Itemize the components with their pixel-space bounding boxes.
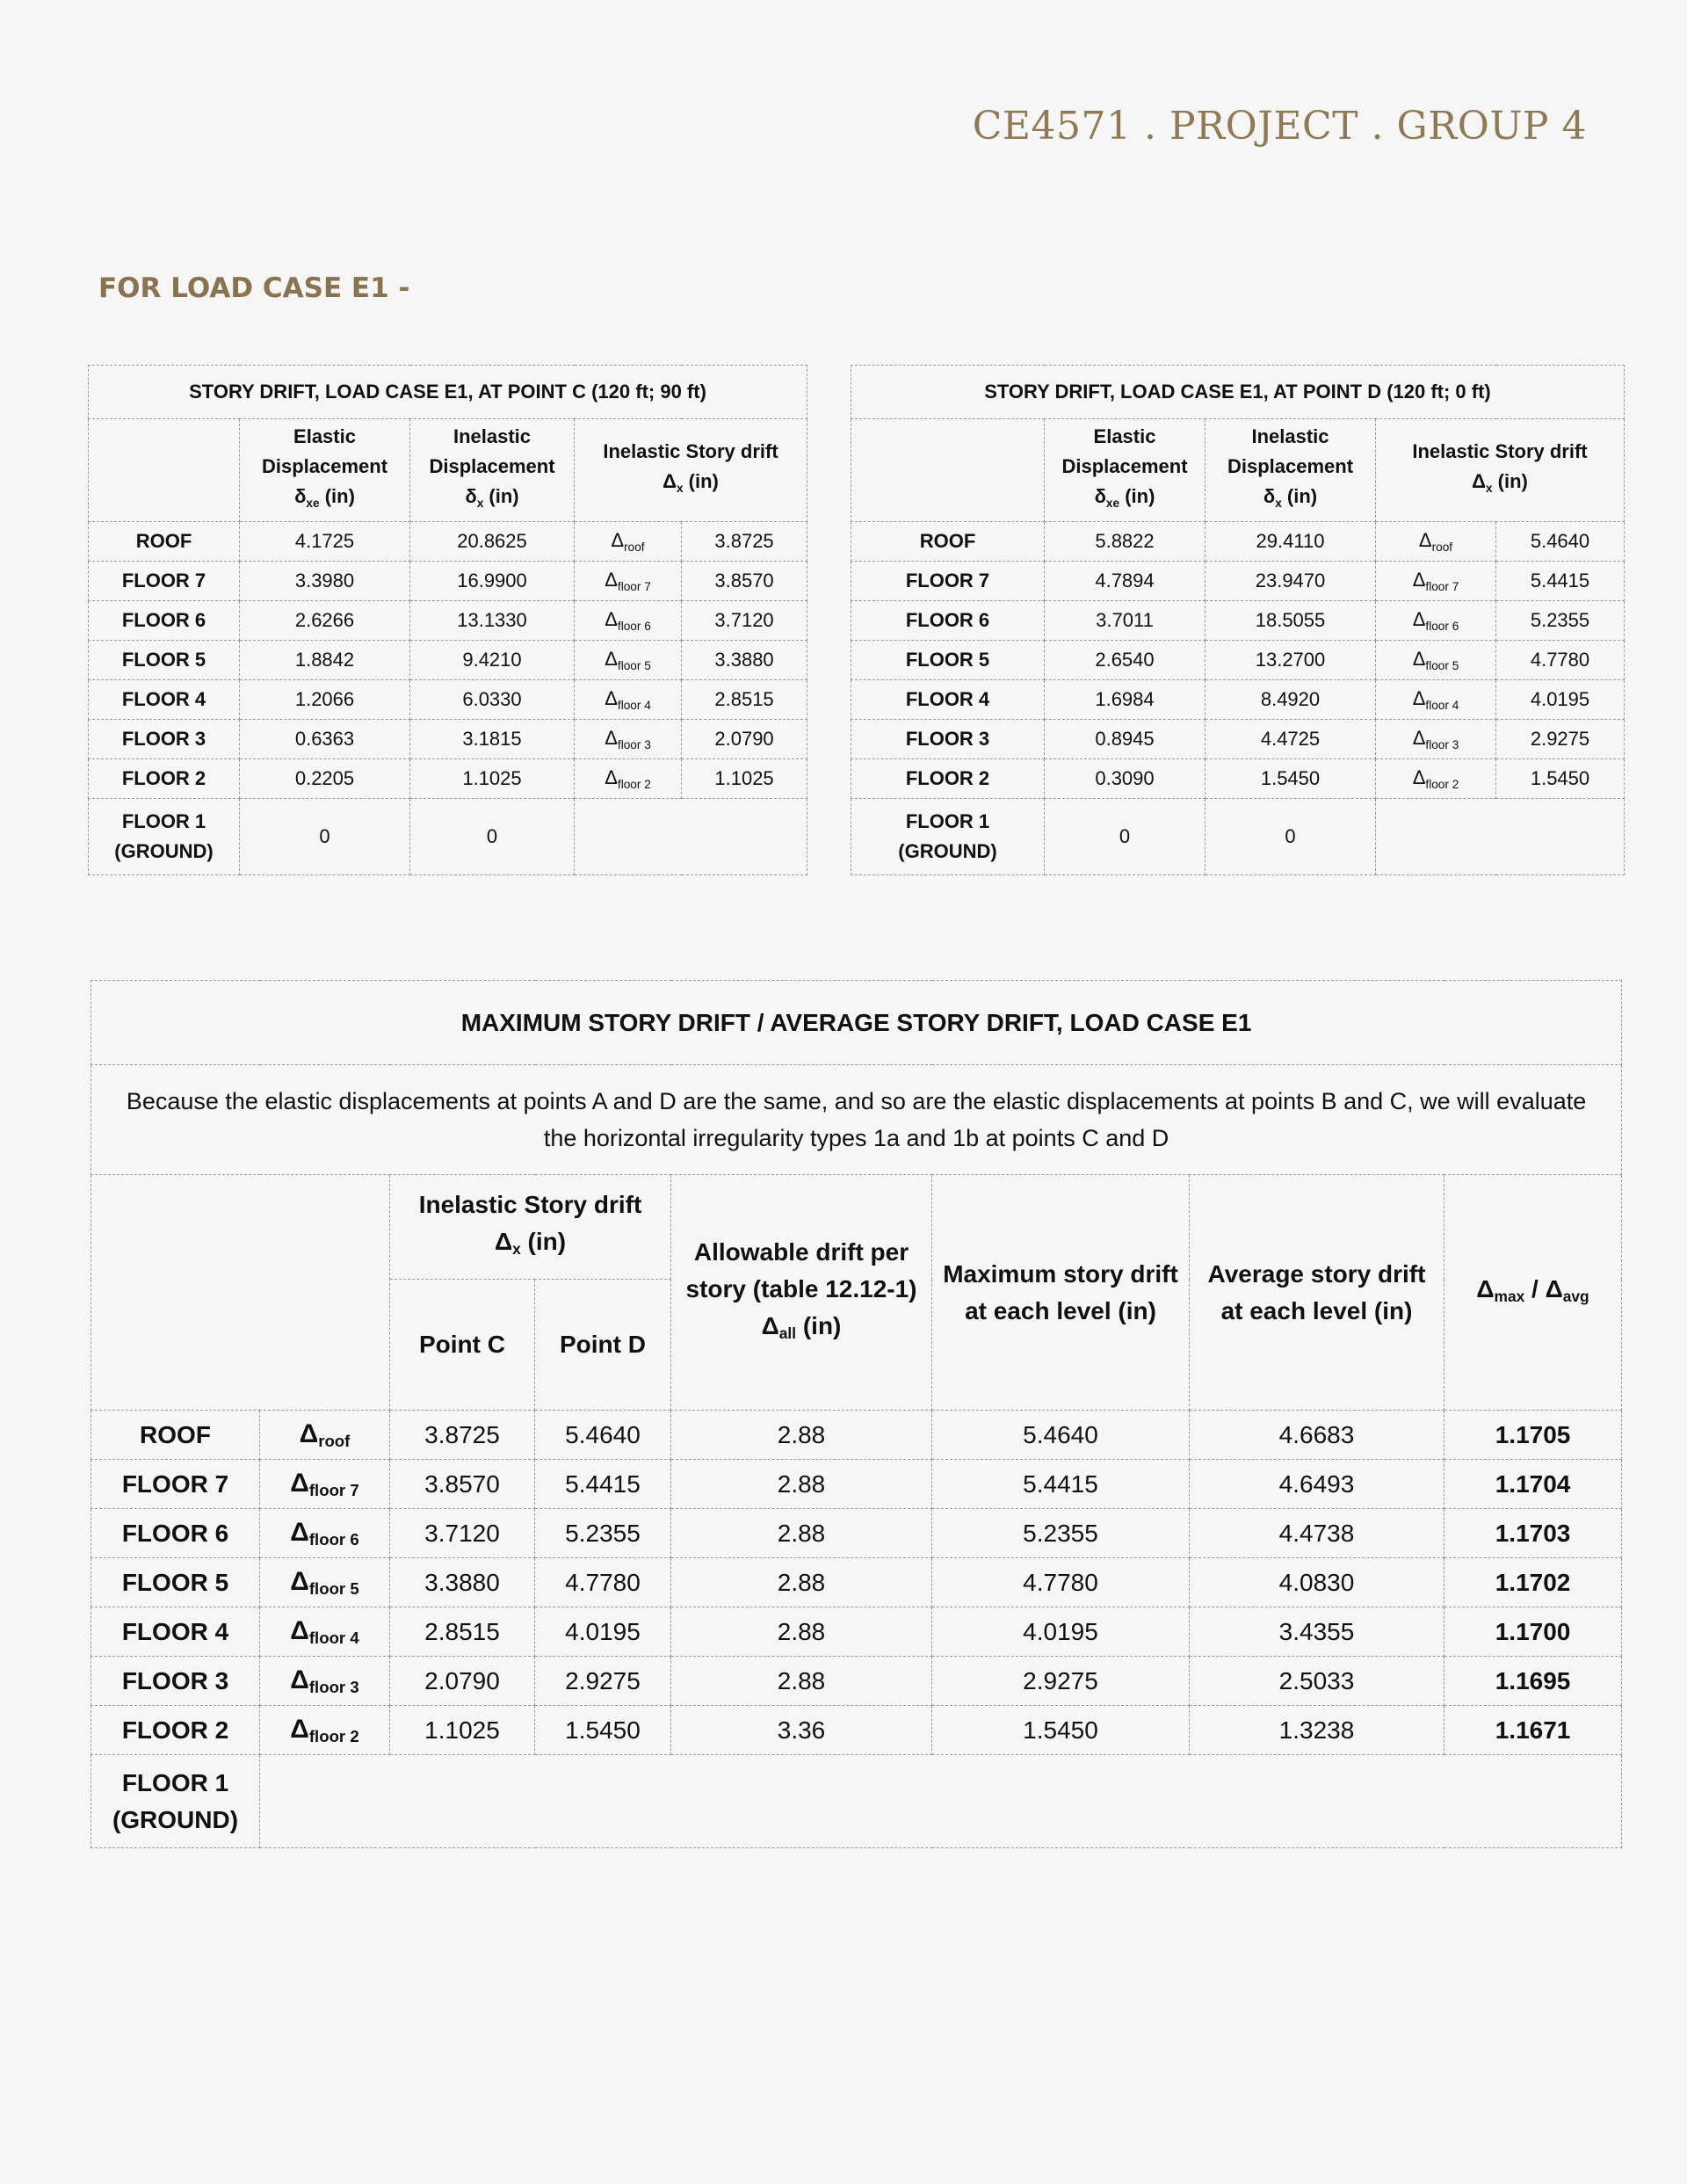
delta-label xyxy=(575,562,682,601)
drift-value: 3.7120 xyxy=(682,601,807,641)
inelastic-value: 6.0330 xyxy=(410,680,575,720)
point-c-value: 3.8570 xyxy=(390,1460,535,1509)
max-drift-value: 2.9275 xyxy=(932,1657,1190,1706)
drift-value: 2.9275 xyxy=(1496,720,1625,759)
delta-subscript: floor 6 xyxy=(308,1529,359,1549)
delta-subscript: floor 4 xyxy=(1425,699,1459,712)
max-drift-value: 1.5450 xyxy=(932,1706,1190,1755)
drift-value: 2.8515 xyxy=(682,680,807,720)
drift-value: 3.8570 xyxy=(682,562,807,601)
table-row xyxy=(91,1558,1622,1607)
delta-label xyxy=(575,522,682,562)
ratio-value: 1.1700 xyxy=(1444,1607,1622,1657)
avg-drift-value: 3.4355 xyxy=(1190,1607,1444,1657)
point-c-header: Point C xyxy=(390,1280,535,1411)
delta-label xyxy=(575,720,682,759)
inelastic-value: 18.5055 xyxy=(1206,601,1376,641)
point-c-value: 1.1025 xyxy=(390,1706,535,1755)
avg-drift-value: 2.5033 xyxy=(1190,1657,1444,1706)
delta-symbol: Δ xyxy=(1412,608,1426,630)
table-title: STORY DRIFT, LOAD CASE E1, AT POINT D (120 ft; 0 ft) xyxy=(851,366,1625,419)
delta-symbol: Δ xyxy=(1412,727,1426,749)
delta-symbol: Δ xyxy=(611,529,625,551)
row-label: FLOOR 6 xyxy=(851,601,1045,641)
delta-symbol: Δ xyxy=(290,1468,309,1498)
delta-label xyxy=(1376,720,1496,759)
inelastic-value: 13.2700 xyxy=(1206,641,1376,680)
row-label: ROOF xyxy=(851,522,1045,562)
allowable-drift-value: 2.88 xyxy=(671,1657,932,1706)
avg-drift-value: 4.6683 xyxy=(1190,1411,1444,1460)
delta-symbol: Δ xyxy=(290,1615,309,1645)
ratio-header: $\Delta_{max} / \Delta_{avg}$ xyxy=(1444,1175,1622,1411)
point-d-value: 1.5450 xyxy=(535,1706,671,1755)
point-c-value: 3.8725 xyxy=(390,1411,535,1460)
row-label: FLOOR 3 xyxy=(91,1657,260,1706)
row-label: FLOOR 6 xyxy=(89,601,240,641)
section-title: FOR LOAD CASE E1 - xyxy=(98,272,410,304)
table-row xyxy=(851,759,1625,799)
drift-value: 5.4415 xyxy=(1496,562,1625,601)
delta-subscript: floor 2 xyxy=(1425,778,1459,791)
elastic-value: 4.1725 xyxy=(240,522,410,562)
point-d-value: 4.7780 xyxy=(535,1558,671,1607)
empty-cell xyxy=(575,799,807,875)
point-d-value: 5.4415 xyxy=(535,1460,671,1509)
row-label: FLOOR 5 xyxy=(851,641,1045,680)
inelastic-story-drift-header: Inelastic Story drift $\Delta_x$ (in) xyxy=(1376,419,1625,522)
delta-label xyxy=(260,1706,390,1755)
delta-symbol: Δ xyxy=(1418,529,1432,551)
inelastic-value: 20.8625 xyxy=(410,522,575,562)
empty-header xyxy=(851,419,1045,522)
ratio-value: 1.1705 xyxy=(1444,1411,1622,1460)
delta-symbol: Δ xyxy=(1412,569,1426,591)
point-c-value: 3.7120 xyxy=(390,1509,535,1558)
inelastic-value: 9.4210 xyxy=(410,641,575,680)
table-row xyxy=(89,720,807,759)
max-drift-value: 5.4640 xyxy=(932,1411,1190,1460)
delta-label xyxy=(260,1460,390,1509)
row-label: ROOF xyxy=(91,1411,260,1460)
max-avg-story-drift-table xyxy=(91,980,1622,1848)
row-label: ROOF xyxy=(89,522,240,562)
inelastic-value: 23.9470 xyxy=(1206,562,1376,601)
row-label: FLOOR 3 xyxy=(851,720,1045,759)
delta-subscript: floor 4 xyxy=(308,1628,359,1647)
inelastic-value: 29.4110 xyxy=(1206,522,1376,562)
inelastic-displacement-header: Inelastic Displacement $\delta_x$ (in) xyxy=(1206,419,1376,522)
row-label: FLOOR 4 xyxy=(89,680,240,720)
allowable-drift-value: 2.88 xyxy=(671,1411,932,1460)
delta-label xyxy=(260,1657,390,1706)
point-d-value: 4.0195 xyxy=(535,1607,671,1657)
elastic-displacement-header: Elastic Displacement $\delta_{xe}$ (in) xyxy=(1045,419,1206,522)
ratio-value: 1.1671 xyxy=(1444,1706,1622,1755)
delta-symbol: Δ xyxy=(605,727,618,749)
delta-symbol: Δ xyxy=(299,1419,319,1448)
page-header-title: CE4571 . PROJECT . GROUP 4 xyxy=(972,104,1587,149)
delta-label xyxy=(1376,522,1496,562)
delta-symbol: Δ xyxy=(290,1566,309,1596)
table-title: MAXIMUM STORY DRIFT / AVERAGE STORY DRIFT, LOAD CASE E1 xyxy=(91,981,1622,1065)
point-d-value: 5.4640 xyxy=(535,1411,671,1460)
elastic-value: 2.6266 xyxy=(240,601,410,641)
empty-cell xyxy=(260,1755,1622,1848)
elastic-value: 0.3090 xyxy=(1045,759,1206,799)
delta-subscript: roof xyxy=(624,541,645,554)
row-label: FLOOR 1 (GROUND) xyxy=(91,1755,260,1848)
delta-subscript: floor 5 xyxy=(308,1578,359,1598)
table-row xyxy=(851,720,1625,759)
inelastic-value: 8.4920 xyxy=(1206,680,1376,720)
delta-symbol: Δ xyxy=(1412,687,1426,709)
delta-label xyxy=(1376,601,1496,641)
elastic-value: 5.8822 xyxy=(1045,522,1206,562)
elastic-value: 0 xyxy=(1045,799,1206,875)
elastic-value: 0.6363 xyxy=(240,720,410,759)
table-row xyxy=(89,680,807,720)
empty-cell xyxy=(1376,799,1625,875)
inelastic-story-drift-header: Inelastic Story drift $\Delta_x$ (in) xyxy=(575,419,807,522)
avg-drift-value: 1.3238 xyxy=(1190,1706,1444,1755)
row-label: FLOOR 7 xyxy=(851,562,1045,601)
delta-label xyxy=(1376,641,1496,680)
delta-symbol: Δ xyxy=(1412,648,1426,670)
delta-subscript: floor 2 xyxy=(308,1726,359,1745)
row-label: FLOOR 6 xyxy=(91,1509,260,1558)
delta-symbol: Δ xyxy=(605,648,618,670)
delta-symbol: Δ xyxy=(605,766,618,788)
inelastic-value: 4.4725 xyxy=(1206,720,1376,759)
table-row xyxy=(91,1411,1622,1460)
avg-drift-value: 4.6493 xyxy=(1190,1460,1444,1509)
drift-value: 5.4640 xyxy=(1496,522,1625,562)
inelastic-value: 16.9900 xyxy=(410,562,575,601)
drift-value: 3.3880 xyxy=(682,641,807,680)
delta-symbol: Δ xyxy=(605,687,618,709)
table-row xyxy=(89,601,807,641)
elastic-value: 4.7894 xyxy=(1045,562,1206,601)
delta-label xyxy=(1376,759,1496,799)
table-row xyxy=(851,601,1625,641)
drift-value: 4.7780 xyxy=(1496,641,1625,680)
drift-value: 5.2355 xyxy=(1496,601,1625,641)
delta-subscript: floor 3 xyxy=(308,1677,359,1696)
table-row xyxy=(91,1509,1622,1558)
elastic-value: 3.3980 xyxy=(240,562,410,601)
elastic-value: 0.2205 xyxy=(240,759,410,799)
inelastic-value: 0 xyxy=(410,799,575,875)
delta-label xyxy=(575,680,682,720)
table-row xyxy=(89,562,807,601)
elastic-value: 0 xyxy=(240,799,410,875)
inelastic-value: 1.1025 xyxy=(410,759,575,799)
drift-value: 3.8725 xyxy=(682,522,807,562)
table-row xyxy=(89,759,807,799)
drift-value: 2.0790 xyxy=(682,720,807,759)
inelastic-value: 1.5450 xyxy=(1206,759,1376,799)
elastic-value: 0.8945 xyxy=(1045,720,1206,759)
row-label: FLOOR 4 xyxy=(851,680,1045,720)
table-row xyxy=(851,562,1625,601)
delta-label xyxy=(1376,680,1496,720)
delta-label xyxy=(575,601,682,641)
table-row xyxy=(91,1657,1622,1706)
delta-label xyxy=(260,1558,390,1607)
point-c-value: 2.0790 xyxy=(390,1657,535,1706)
delta-label xyxy=(260,1607,390,1657)
delta-label xyxy=(1376,562,1496,601)
delta-label xyxy=(260,1411,390,1460)
point-d-value: 2.9275 xyxy=(535,1657,671,1706)
ratio-value: 1.1704 xyxy=(1444,1460,1622,1509)
delta-symbol: Δ xyxy=(290,1517,309,1547)
table-row xyxy=(851,522,1625,562)
delta-label xyxy=(260,1509,390,1558)
max-drift-value: 5.2355 xyxy=(932,1509,1190,1558)
delta-subscript: floor 5 xyxy=(1425,659,1459,672)
table-note: Because the elastic displacements at points A and D are the same, and so are the elastic displacements at points B and C, we will evaluate the horizontal irregularity types 1a and 1b at points C and D xyxy=(91,1065,1622,1175)
row-label: FLOOR 7 xyxy=(91,1460,260,1509)
inelastic-displacement-header: Inelastic Displacement $\delta_x$ (in) xyxy=(410,419,575,522)
table-row xyxy=(89,522,807,562)
inelastic-value: 3.1815 xyxy=(410,720,575,759)
delta-subscript: floor 7 xyxy=(308,1480,359,1499)
drift-value: 1.5450 xyxy=(1496,759,1625,799)
story-drift-table-point-c xyxy=(88,365,807,875)
delta-subscript: floor 7 xyxy=(617,580,651,593)
delta-subscript: floor 3 xyxy=(1425,738,1459,751)
point-d-value: 5.2355 xyxy=(535,1509,671,1558)
drift-value: 4.0195 xyxy=(1496,680,1625,720)
allowable-drift-value: 3.36 xyxy=(671,1706,932,1755)
delta-symbol: Δ xyxy=(605,569,618,591)
delta-subscript: floor 7 xyxy=(1425,580,1459,593)
elastic-value: 2.6540 xyxy=(1045,641,1206,680)
table-row xyxy=(89,641,807,680)
drift-value: 1.1025 xyxy=(682,759,807,799)
empty-header xyxy=(89,419,240,522)
table-row xyxy=(851,680,1625,720)
avg-story-drift-header: Average story drift at each level (in) xyxy=(1190,1175,1444,1411)
delta-subscript: floor 2 xyxy=(617,778,651,791)
delta-label xyxy=(575,759,682,799)
ratio-value: 1.1702 xyxy=(1444,1558,1622,1607)
max-drift-value: 5.4415 xyxy=(932,1460,1190,1509)
delta-symbol: Δ xyxy=(605,608,618,630)
row-label: FLOOR 7 xyxy=(89,562,240,601)
point-d-header: Point D xyxy=(535,1280,671,1411)
elastic-value: 3.7011 xyxy=(1045,601,1206,641)
delta-subscript: roof xyxy=(318,1431,351,1450)
max-drift-value: 4.7780 xyxy=(932,1558,1190,1607)
story-drift-table-point-d xyxy=(851,365,1625,875)
delta-subscript: floor 6 xyxy=(1425,620,1459,633)
allowable-drift-value: 2.88 xyxy=(671,1558,932,1607)
elastic-value: 1.8842 xyxy=(240,641,410,680)
allowable-drift-value: 2.88 xyxy=(671,1460,932,1509)
point-c-value: 3.3880 xyxy=(390,1558,535,1607)
avg-drift-value: 4.4738 xyxy=(1190,1509,1444,1558)
allowable-drift-value: 2.88 xyxy=(671,1607,932,1657)
delta-label xyxy=(575,641,682,680)
row-label: FLOOR 1 (GROUND) xyxy=(89,799,240,875)
row-label: FLOOR 2 xyxy=(851,759,1045,799)
table-row xyxy=(91,1706,1622,1755)
empty-header xyxy=(91,1175,390,1411)
avg-drift-value: 4.0830 xyxy=(1190,1558,1444,1607)
table-row xyxy=(851,641,1625,680)
delta-subscript: floor 3 xyxy=(617,738,651,751)
delta-subscript: floor 4 xyxy=(617,699,651,712)
delta-symbol: Δ xyxy=(290,1665,309,1694)
table-row xyxy=(91,1607,1622,1657)
ratio-value: 1.1695 xyxy=(1444,1657,1622,1706)
row-label: FLOOR 3 xyxy=(89,720,240,759)
row-label: FLOOR 5 xyxy=(89,641,240,680)
elastic-value: 1.6984 xyxy=(1045,680,1206,720)
max-story-drift-header: Maximum story drift at each level (in) xyxy=(932,1175,1190,1411)
inelastic-story-drift-header: Inelastic Story drift $\Delta_x$ (in) xyxy=(390,1175,671,1280)
delta-subscript: floor 6 xyxy=(617,620,651,633)
max-drift-value: 4.0195 xyxy=(932,1607,1190,1657)
elastic-displacement-header: Elastic Displacement $\delta_{xe}$ (in) xyxy=(240,419,410,522)
elastic-value: 1.2066 xyxy=(240,680,410,720)
delta-subscript: floor 5 xyxy=(617,659,651,672)
allowable-drift-value: 2.88 xyxy=(671,1509,932,1558)
table-title: STORY DRIFT, LOAD CASE E1, AT POINT C (120 ft; 90 ft) xyxy=(89,366,807,419)
ratio-value: 1.1703 xyxy=(1444,1509,1622,1558)
delta-symbol: Δ xyxy=(1412,766,1426,788)
allowable-drift-header: Allowable drift per story (table 12.12-1) $\Delta_{all}$ (in) xyxy=(671,1175,932,1411)
row-label: FLOOR 1 (GROUND) xyxy=(851,799,1045,875)
inelastic-value: 0 xyxy=(1206,799,1376,875)
delta-symbol: Δ xyxy=(290,1714,309,1744)
delta-subscript: roof xyxy=(1431,541,1453,554)
row-label: FLOOR 4 xyxy=(91,1607,260,1657)
table-row xyxy=(91,1460,1622,1509)
inelastic-value: 13.1330 xyxy=(410,601,575,641)
row-label: FLOOR 5 xyxy=(91,1558,260,1607)
row-label: FLOOR 2 xyxy=(89,759,240,799)
point-c-value: 2.8515 xyxy=(390,1607,535,1657)
row-label: FLOOR 2 xyxy=(91,1706,260,1755)
